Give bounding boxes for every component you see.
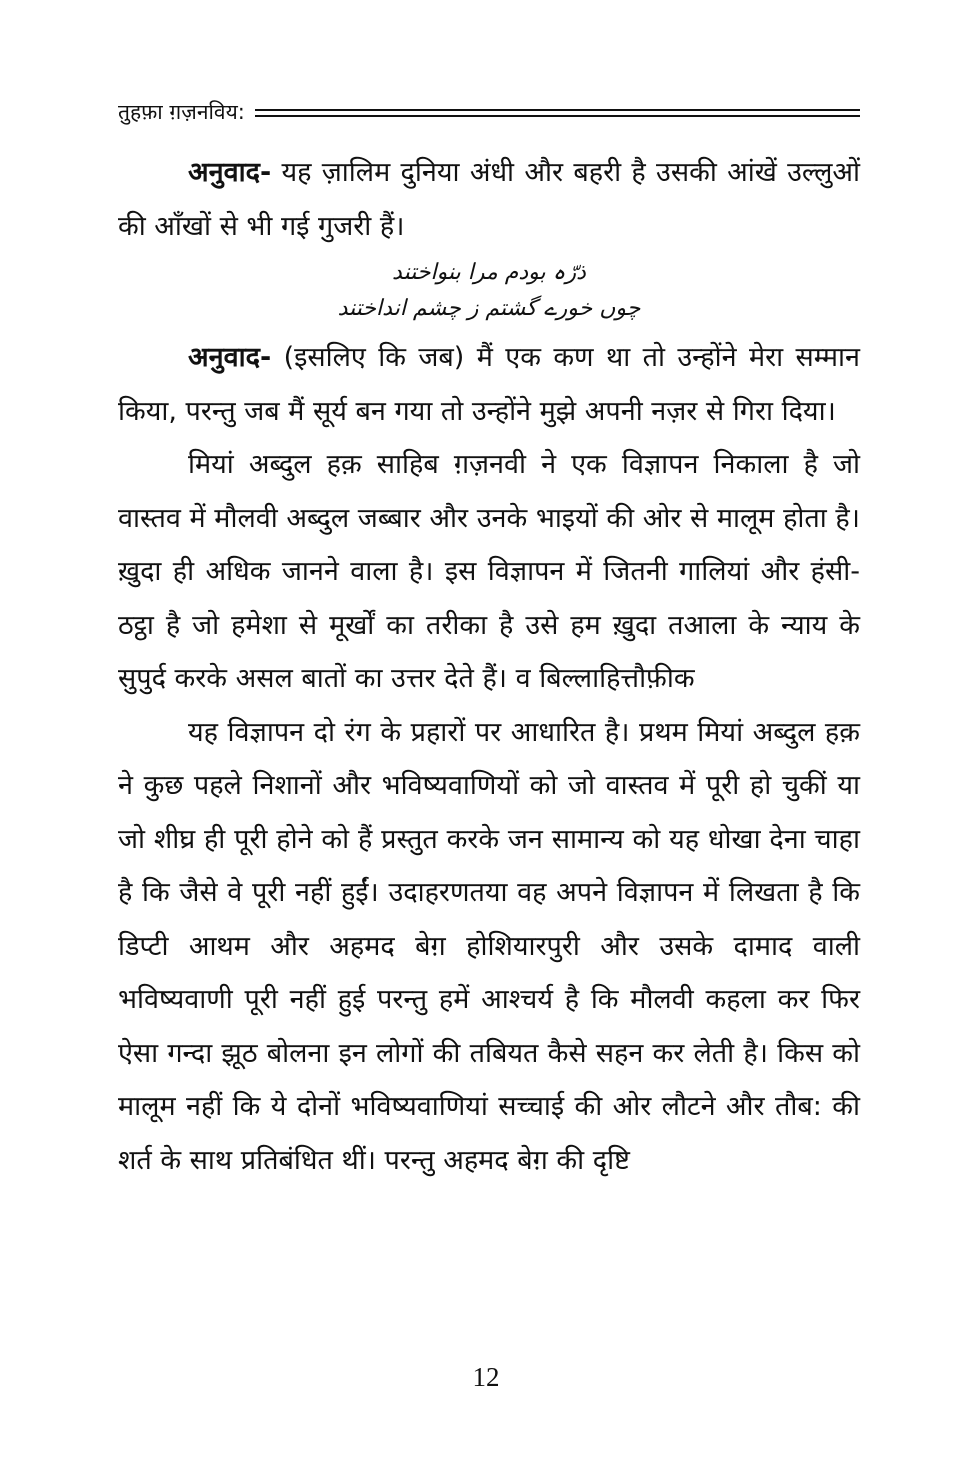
paragraph-prophecies — [118, 706, 860, 1188]
translation-label: अनुवाद- — [188, 342, 272, 373]
translation-label: अनुवाद- — [188, 157, 272, 188]
paragraph-text: मियां अब्दुल हक़ साहिब ग़ज़नवी ने एक विज्ञापन निकाला है जो वास्तव में मौलवी अब्दुल जब्बार और उनके भाइयों की ओर से मालूम होता है। ख़ुदा ही अधिक जानने वाला है। इस विज्ञापन में जितनी गालियां और हंसी-ठट्ठा है जो हमेशा से मूर्खों का तरीका है उसे हम ख़ुदा तआला के न्याय के सुपुर्द करके असल बातों का उत्तर देते हैं। व बिल्लाहित्तौफ़ीक — [118, 449, 860, 694]
header-double-rule — [255, 109, 860, 117]
paragraph-text: (इसलिए कि जब) मैं एक कण था तो उन्होंने मेरा सम्मान किया, परन्तु जब मैं सूर्य बन गया तो उन्होंने मुझे अपनी नज़र से गिरा दिया। — [118, 342, 860, 427]
persian-verse — [118, 255, 860, 327]
verse-line-1: ذرّہ بودم مرا بنواختند — [392, 260, 586, 285]
page-number: 12 — [472, 1362, 500, 1392]
paragraph-text: यह विज्ञापन दो रंग के प्रहारों पर आधारित है। प्रथम मियां अब्दुल हक़ ने कुछ पहले निशानों और भविष्यवाणियों को जो वास्तव में पूरी हो चुकीं या जो शीघ्र ही पूरी होने को हैं प्रस्तुत करके जन सामान्य को यह धोखा देना चाहा है कि जैसे वे पूरी नहीं हुईं। उदाहरणतया वह अपने विज्ञापन में लिखता है कि डिप्टी आथम और अहमद बेग़ होशियारपुरी और उसके दामाद वाली भविष्यवाणी पूरी नहीं हुई परन्तु हमें आश्चर्य है कि मौलवी कहला कर फिर ऐसा गन्दा झूठ बोलना इन लोगों की तबियत कैसे सहन कर लेती है। किस को मालूम नहीं कि ये दोनों भविष्यवाणियां सच्चाई की ओर लौटने और तौब: की शर्त के साथ प्रतिबंधित थीं। परन्तु अहमद बेग़ की दृष्टि — [118, 716, 860, 1176]
verse-line-2: چوں خورے گشتم ز چشم انداختند — [337, 296, 641, 321]
page-body — [118, 146, 860, 1187]
paragraph-announcement — [118, 438, 860, 706]
paragraph-text: यह ज़ालिम दुनिया अंधी और बहरी है उसकी आंखें उल्लुओं की आँखों से भी गई गुजरी हैं। — [118, 157, 860, 242]
paragraph-translation-2 — [118, 331, 860, 438]
paragraph-translation-1 — [118, 146, 860, 253]
running-header-title: तुहफ़ा ग़ज़नविय: — [118, 100, 245, 124]
running-header — [118, 96, 860, 128]
